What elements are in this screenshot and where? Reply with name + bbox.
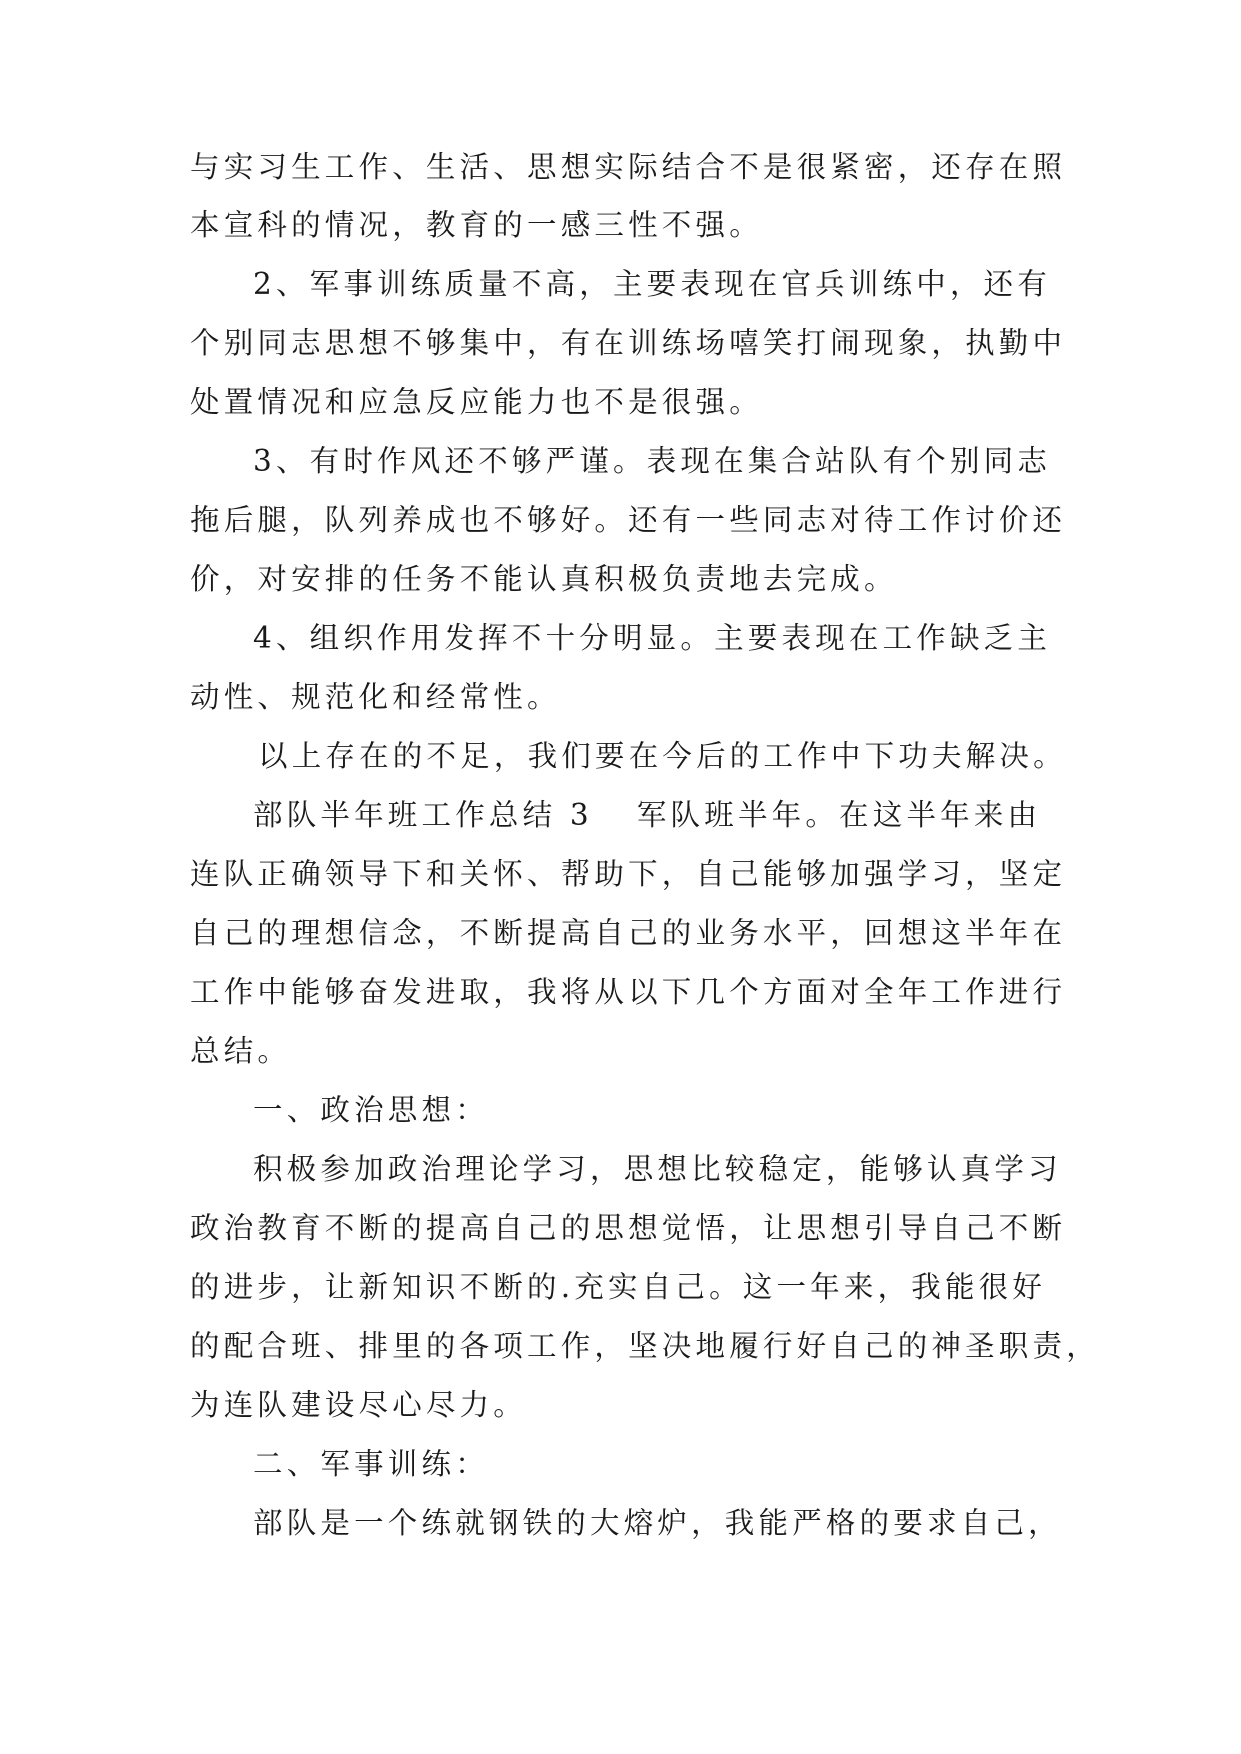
text-line: 积极参加政治理论学习，思想比较稳定，能够认真学习 bbox=[253, 1152, 1062, 1186]
text-line: 本宣科的情况，教育的一感三性不强。 bbox=[190, 208, 763, 242]
text-line: 的进步，让新知识不断的.充实自己。这一年来，我能很好 bbox=[190, 1270, 1047, 1304]
text-line: 动性、规范化和经常性。 bbox=[190, 680, 561, 714]
text-line: 为连队建设尽心尽力。 bbox=[190, 1388, 528, 1422]
text-line bbox=[0, 795, 1241, 835]
text-line: 连队正确领导下和关怀、帮助下，自己能够加强学习，坚定 bbox=[190, 857, 1067, 891]
section-heading: 二、军事训练： bbox=[253, 1447, 489, 1481]
text-line: 自己的理想信念，不断提高自己的业务水平，回想这半年在 bbox=[190, 916, 1067, 950]
text-line: 政治教育不断的提高自己的思想觉悟，让思想引导自己不断 bbox=[190, 1211, 1067, 1245]
text-line: 拖后腿，队列养成也不够好。还有一些同志对待工作讨价还 bbox=[190, 503, 1067, 537]
section-heading: 部队半年班工作总结 3 bbox=[253, 798, 593, 832]
text-line: 与实习生工作、生活、思想实际结合不是很紧密，还存在照 bbox=[190, 150, 1067, 184]
text-run: 军队班半年。在这半年来由 bbox=[636, 798, 1042, 832]
text-line: 的配合班、排里的各项工作，坚决地履行好自己的神圣职责， bbox=[190, 1329, 1100, 1363]
text-line: 工作中能够奋发进取，我将从以下几个方面对全年工作进行 bbox=[190, 975, 1067, 1009]
text-line: 以上存在的不足，我们要在今后的工作中下功夫解决。 bbox=[258, 739, 1067, 773]
text-line: 处置情况和应急反应能力也不是很强。 bbox=[190, 385, 763, 419]
section-heading: 一、政治思想： bbox=[253, 1093, 489, 1127]
text-line: 2、军事训练质量不高，主要表现在官兵训练中，还有 bbox=[253, 267, 1052, 301]
text-line: 3、有时作风还不够严谨。表现在集合站队有个别同志 bbox=[253, 444, 1052, 478]
text-line: 部队是一个练就钢铁的大熔炉，我能严格的要求自己， bbox=[253, 1506, 1062, 1540]
text-line: 总结。 bbox=[190, 1034, 292, 1068]
text-line: 价，对安排的任务不能认真积极负责地去完成。 bbox=[190, 562, 898, 596]
text-line: 4、组织作用发挥不十分明显。主要表现在工作缺乏主 bbox=[253, 621, 1052, 655]
text-line: 个别同志思想不够集中，有在训练场嘻笑打闹现象，执勤中 bbox=[190, 326, 1067, 360]
